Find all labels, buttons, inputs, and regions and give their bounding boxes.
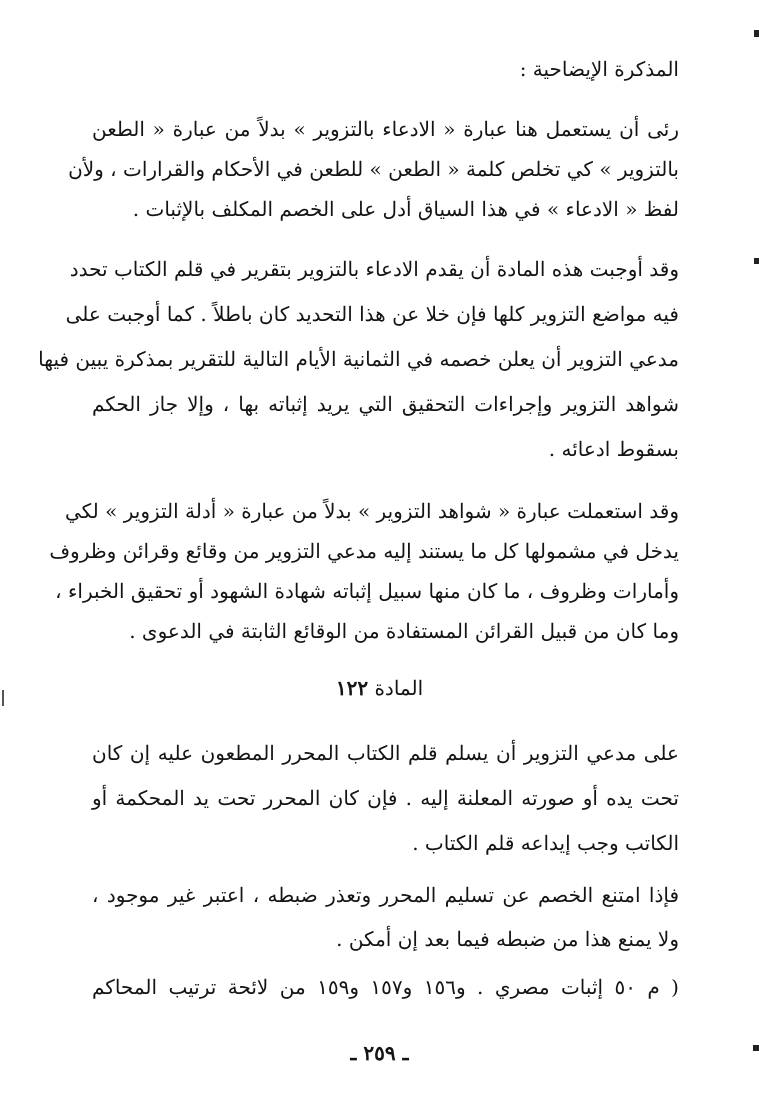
text-line: وقد أوجبت هذه المادة أن يقدم الادعاء بالتزوير بتقرير في قلم الكتاب تحدد (69, 257, 679, 281)
text-line: وأمارات وظروف ، ما كان منها سبيل إثباته شهادة الشهود أو تحقيق الخبراء ، (55, 579, 679, 603)
article-number: ١٢٢ (335, 676, 369, 700)
text-line: بسقوط ادعائه . (548, 437, 679, 461)
page-number: ـ ٢٥٩ ـ (350, 1041, 409, 1065)
text-line: رئى أن يستعمل هنا عبارة « الادعاء بالتزوير » بدلاً من عبارة « الطعن (92, 117, 679, 141)
scan-mark-top (754, 30, 759, 37)
text-line: مدعي التزوير أن يعلن خصمه في الثمانية الأيام التالية للتقرير بمذكرة يبين فيها (38, 347, 679, 371)
text-line: على مدعي التزوير أن يسلم قلم الكتاب المحرر المطعون عليه إن كان (92, 741, 679, 765)
text-line: تحت يده أو صورته المعلنة إليه . فإن كان المحرر تحت يد المحكمة أو (92, 786, 679, 810)
text-line: فإذا امتنع الخصم عن تسليم المحرر وتعذر ضبطه ، اعتبر غير موجود ، (92, 883, 679, 907)
text-line: لفظ « الادعاء » في هذا السياق أدل على الخصم المكلف بالإثبات . (132, 197, 679, 221)
section-heading: المذكرة الإيضاحية : (519, 57, 679, 81)
article-label: المادة (374, 676, 424, 700)
scan-mark-mid (754, 258, 759, 264)
text-line: شواهد التزوير وإجراءات التحقيق التي يريد إثباته بها ، وإلا جاز الحكم (92, 392, 679, 416)
article-heading (0, 673, 759, 703)
text-line: وقد استعملت عبارة « شواهد التزوير » بدلاً من عبارة « أدلة التزوير » لكي (64, 499, 679, 523)
text-line: فيه مواضع التزوير كلها فإن خلا عن هذا التحديد كان باطلاً . كما أوجبت على (65, 302, 679, 326)
reference-line: ( م ٥٠ إثبات مصري . و١٥٦ و١٥٧ و١٥٩ من لائحة ترتيب المحاكم (92, 975, 679, 999)
text-line: وما كان من قبيل القرائن المستفادة من الوقائع الثابتة في الدعوى . (129, 619, 679, 643)
text-line: بالتزوير » كي تخلص كلمة « الطعن » للطعن في الأحكام والقرارات ، ولأن (68, 157, 679, 181)
text-line: يدخل في مشمولها كل ما يستند إليه مدعي التزوير من وقائع وقرائن وظروف (49, 539, 679, 563)
text-line: ولا يمنع هذا من ضبطه فيما بعد إن أمكن . (336, 927, 679, 951)
text-line: الكاتب وجب إيداعه قلم الكتاب . (412, 831, 679, 855)
